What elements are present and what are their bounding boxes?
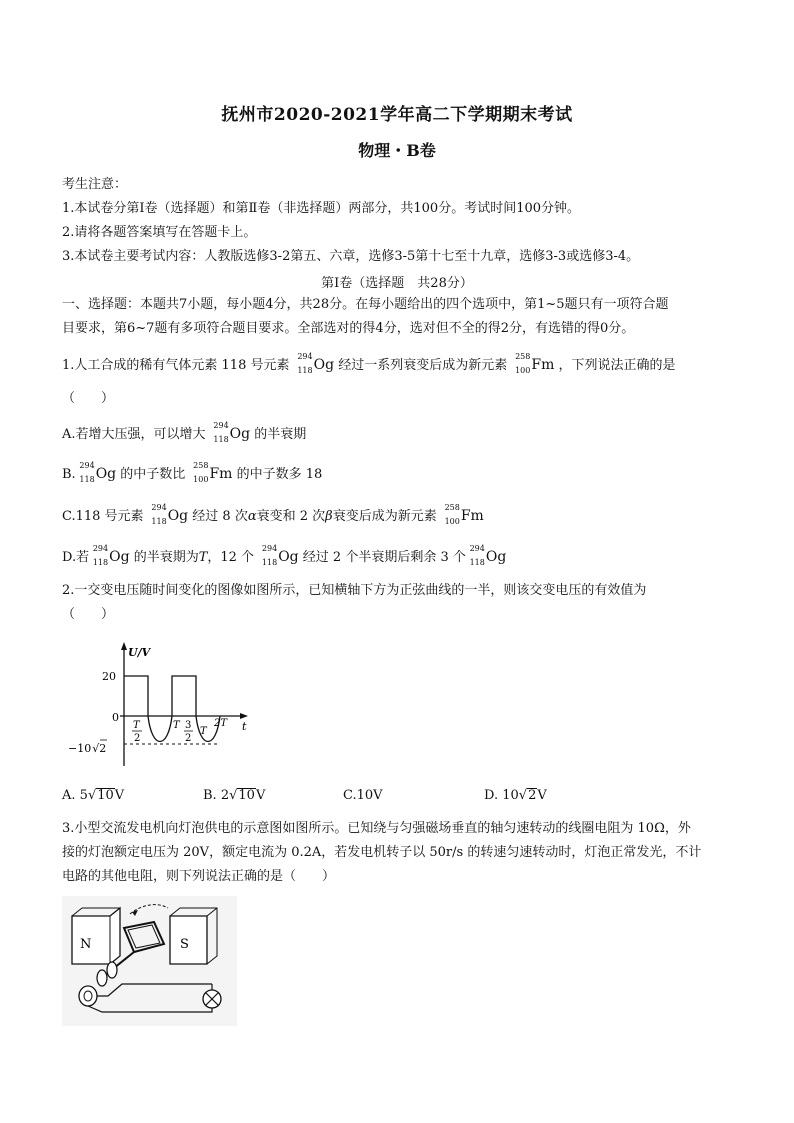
q2-option-b: B. 2√10V	[203, 788, 266, 803]
isotope-og: 294 118	[92, 544, 109, 567]
tick-2t: 2T	[214, 718, 228, 729]
slip-ring	[107, 962, 117, 978]
north-magnet	[72, 908, 120, 964]
q2-bracket: （ ）	[62, 607, 115, 622]
q3-stem: 接的灯泡额定电压为 20V，额定电流为 0.2A，若发电机转子以 50r/s 的转速匀速转动时，灯泡正常发光，不计	[62, 845, 702, 860]
square-pulse	[172, 676, 196, 716]
x-axis-arrow	[240, 713, 248, 719]
q1-option-a: A.若增大压强，可以增大 294 118 Og 的半衰期	[62, 421, 307, 444]
slip-ring	[97, 970, 107, 986]
brush	[79, 986, 97, 1006]
q1-option-b: B. 294 118 Og 的中子数比 258 100 Fm 的中子数多 18	[62, 461, 323, 484]
tick-3t-half-t: T	[200, 726, 207, 737]
q1-option-d: D.若 294 118 Og 的半衰期为T，12 个 294 118 Og 经过 2 个半衰期后剩余 3 个 294 118 Og	[62, 544, 507, 567]
x-axis-label: t	[242, 720, 247, 733]
isotope-og: 294 118	[213, 421, 229, 444]
q2-option-a: A. 5√10V	[62, 788, 125, 803]
voltage-time-graph	[60, 638, 260, 770]
notice-heading: 考生注意：	[62, 177, 128, 192]
y-axis-label: U/V	[128, 646, 151, 659]
isotope-og: 294 118	[297, 352, 313, 375]
y-tick-neg: −10√2	[68, 742, 107, 755]
tick-t-half-num: T	[133, 720, 140, 731]
section-desc: 目要求，第6~7题有多项符合题目要求。全部选对的得4分，选对但不全的得2分，有选错的得0分。	[62, 321, 635, 336]
y-tick-20: 20	[102, 670, 116, 683]
south-label: S	[180, 937, 189, 952]
q2-option-d: D. 10√2V	[484, 788, 547, 803]
isotope-og: 294 118	[151, 503, 167, 526]
isotope-fm: 258 100	[515, 352, 531, 375]
q1-option-c: C.118 号元素 294 118 Og 经过 8 次α衰变和 2 次β衰变后成为新元素 258 100 Fm	[62, 503, 484, 526]
tick-t-half-den: 2	[134, 733, 141, 744]
notice-item: 1.本试卷分第Ⅰ卷（选择题）和第Ⅱ卷（非选择题）两部分，共100分。考试时间100分钟。	[62, 201, 581, 216]
q1-stem: 1.人工合成的稀有气体元素 118 号元素 294 118 Og 经过一系列衰变后成为新元素 258 100 Fm ，下列说法正确的是	[62, 352, 676, 375]
q3-stem: 电路的其他电阻，则下列说法正确的是（ ）	[62, 869, 336, 884]
tick-3t-half-den: 2	[185, 733, 192, 744]
isotope-og: 294 118	[79, 461, 95, 484]
notice-item: 3.本试卷主要考试内容：人教版选修3-2第五、六章，选修3-5第十七至十九章，选修3-3或选修3-4。	[62, 249, 640, 264]
tick-t: T	[173, 720, 180, 731]
isotope-og: 294 118	[469, 544, 485, 567]
y-axis-arrow	[121, 642, 127, 650]
origin-label: 0	[112, 711, 119, 724]
q3-stem: 3.小型交流发电机向灯泡供电的示意图如图所示。已知绕与匀强磁场垂直的轴匀速转动的线圈电阻为 10Ω，外	[62, 821, 691, 836]
exam-subtitle: 物理・B卷	[358, 141, 436, 160]
generator-diagram	[62, 896, 237, 1026]
isotope-fm: 258 100	[193, 461, 209, 484]
section-desc: 一、选择题：本题共7小题，每小题4分，共28分。在每小题给出的四个选项中，第1~5题只有一项符合题	[62, 297, 669, 312]
notice-item: 2.请将各题答案填写在答题卡上。	[62, 225, 257, 240]
q2-option-c: C.10V	[343, 788, 383, 803]
isotope-og: 294 118	[261, 544, 278, 567]
q2-stem: 2.一交变电压随时间变化的图像如图所示，已知横轴下方为正弦曲线的一半，则该交变电压的有效值为	[62, 583, 647, 598]
north-label: N	[80, 937, 92, 952]
square-pulse	[124, 676, 148, 716]
exam-title: 抚州市2020-2021学年高二下学期期末考试	[221, 105, 573, 125]
isotope-fm: 258 100	[444, 503, 460, 526]
tick-3t-half-num: 3	[185, 720, 192, 731]
section-title: 第Ⅰ卷（选择题 共28分）	[321, 276, 473, 291]
q1-bracket: （ ）	[62, 391, 115, 406]
sine-half	[148, 716, 172, 742]
